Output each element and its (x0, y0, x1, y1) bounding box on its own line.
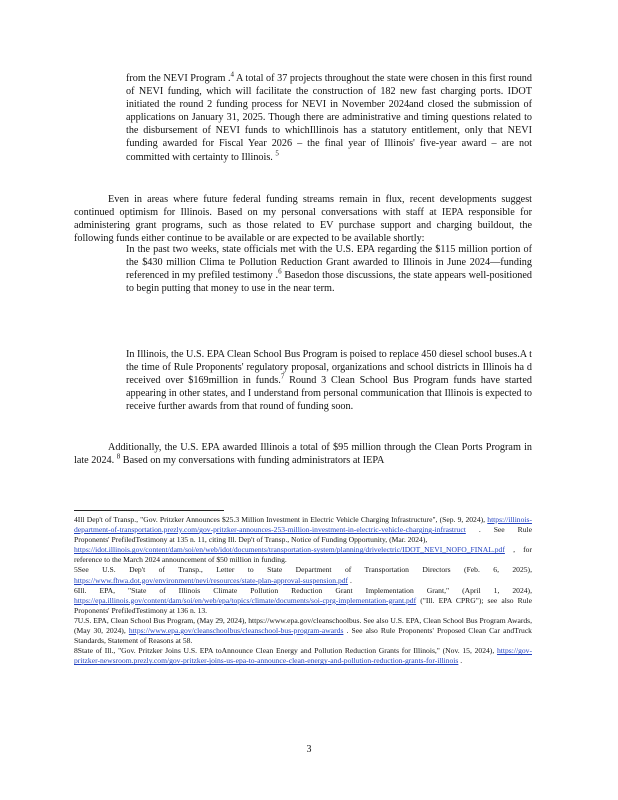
body-text: Additionally, the U.S. EPA awarded Illinois a total of $95 million through the Clean Ports Program in late 2024. (74, 442, 532, 467)
footnote-text: . See also Rule Proponents' Proposed Clean Car andTruck Standards, Statement of Reasons at 58. (74, 626, 532, 646)
footnote-ref[interactable]: 5 (275, 149, 279, 158)
footnote-divider (74, 510, 224, 511)
body-text: Round 3 Clean School Bus Program funds have started appearing in other states, and I understand from personal communication that Illinois is expected to receive further awards from that round of funding soon. (126, 375, 532, 413)
footnote-ref[interactable]: 7 (280, 372, 285, 381)
body-paragraph-2: Even in areas where future federal funding streams remain in flux, recent developments suggest continued optimism for Illinois. Based on my personal conversations with staff at IEPA responsible for administering grant programs, such as those related to EV purchase support and charging buildout, the following funds either continue to be available or are expected to be available shortly: (74, 194, 532, 245)
footnote-text: 5See U.S. Dep't of Transp., Letter to State Department of Transportation Directors (Feb. 6, 2025), (74, 565, 532, 575)
footnote-text: . (458, 656, 463, 666)
footnotes (74, 515, 532, 666)
footnote-link[interactable]: https://illinois-department-of-transportation.prezly.com/gov-pritzker-announces-253-million-investment-in-electric-vehicle-charging-infrastruct (74, 515, 532, 535)
body-text: Based on my conversations with funding administrators at IEPA (120, 455, 385, 467)
body-paragraph-3 (74, 441, 532, 467)
footnote-link[interactable]: https://gov-pritzker-newsroom.prezly.com/gov-pritzker-joins-us-epa-to-announce-clean-energy-and-pollution-reduction-grants-for-illinois (74, 646, 532, 666)
body-text: A total of 37 projects throughout the state were chosen in this first round of NEVI funding, which will facilitate the construction of 182 new fast charging ports. IDOT initiated the round 2 funding process for NEVI in November 2024and closed the submission of applications on January 31, 2025. Though there are administrative and timing questions related to the disbursement of NEVI funds to whichIllinois has a statutory entitlement, only that NEVI funding awarded for Fiscal Year 2026 – the final year of Illinois' five-year award – are not committed with certainty to Illinois. (126, 73, 532, 163)
body-text: from the NEVI Program . (126, 73, 231, 84)
footnote-link[interactable]: https://epa.illinois.gov/content/dam/soi/en/web/epa/topics/climate/documents/soi-cprg-implementation-grant.pdf (74, 595, 417, 605)
footnote (74, 586, 532, 616)
footnote-text: . See Rule Proponents' PrefiledTestimony at 135 n. 11, citing Ill. Dep't of Transp., Notice of Funding Opportunity, (Mar. 2024), (74, 525, 532, 545)
footnote (74, 646, 532, 666)
body-text: In the past two weeks, state officials met with the U.S. EPA regarding the $115 million portion of the $430 million Clima te Pollution Reduction Grant awarded to Illinois in June 2024—funding referenced in my prefiled testimony . (126, 244, 532, 282)
footnote-text: 4Ill Dep't of Transp., "Gov. Pritzker Announces $25.3 Million Investment in Electric Vehicle Charging Infrastructure", (Sep. 9, 2024), (74, 515, 488, 524)
footnote-text: 8State of Ill., "Gov. Pritzker Joins U.S. EPA toAnnounce Clean Energy and Pollution Reduction Grants for Illinois," (Nov. 15, 2024), (74, 646, 497, 656)
footnote (74, 515, 532, 545)
footnote-link[interactable]: https://idot.illinois.gov/content/dam/soi/en/web/idot/documents/transportation-system/planning/drivelectric/IDOT_NEVI_NOFO_FINAL.pdf (74, 545, 505, 555)
bullet-item-1 (126, 243, 532, 295)
footnote-text: 6Ill. EPA, "State of Illinois Climate Pollution Reduction Grant Implementation Grant," (April 1, 2024), (74, 585, 532, 595)
footnote-ref[interactable]: 4 (230, 70, 234, 79)
footnote (74, 545, 532, 565)
footnote-ref[interactable]: 6 (278, 267, 282, 276)
body-text: In Illinois, the U.S. EPA Clean School Bus Program is poised to replace 450 diesel school buses.A t the time of Rule Proponents' regulatory proposal, organizations and school districts in Illinois ha d received over $169million in funds. (126, 349, 532, 387)
footnote-text: , for reference to the March 2024 announcement of $50 million in funding. (74, 545, 532, 565)
footnote-text: 7U.S. EPA, Clean School Bus Program, (May 29, 2024), https://www.epa.gov/cleanschoolbus. See also U.S. EPA, Clean School Bus Program Awards, (May 30, 2024), (74, 615, 532, 636)
footnote-link[interactable]: https://www.epa.gov/cleanschoolbus/cleanschool-bus-program-awards (128, 626, 344, 636)
footnote (74, 565, 532, 585)
body-paragraph-1 (126, 72, 532, 164)
bullet-item-2 (126, 348, 532, 413)
page-number: 3 (306, 744, 312, 755)
footnote-text: . (348, 575, 352, 585)
body-text: Basedon those discussions, the state appears well-positioned to begin putting that money to use in the near term. (126, 270, 533, 295)
footnote-text: ("Ill. EPA CPRG"); see also Rule Proponents' PrefiledTestimony at 136 n. 13. (74, 595, 532, 615)
footnote-ref[interactable]: 8 (116, 452, 121, 461)
footnote-link[interactable]: https://www.fhwa.dot.gov/environment/nevi/resources/state-plan-approval-suspension.pdf (74, 575, 349, 585)
footnote (74, 616, 532, 646)
